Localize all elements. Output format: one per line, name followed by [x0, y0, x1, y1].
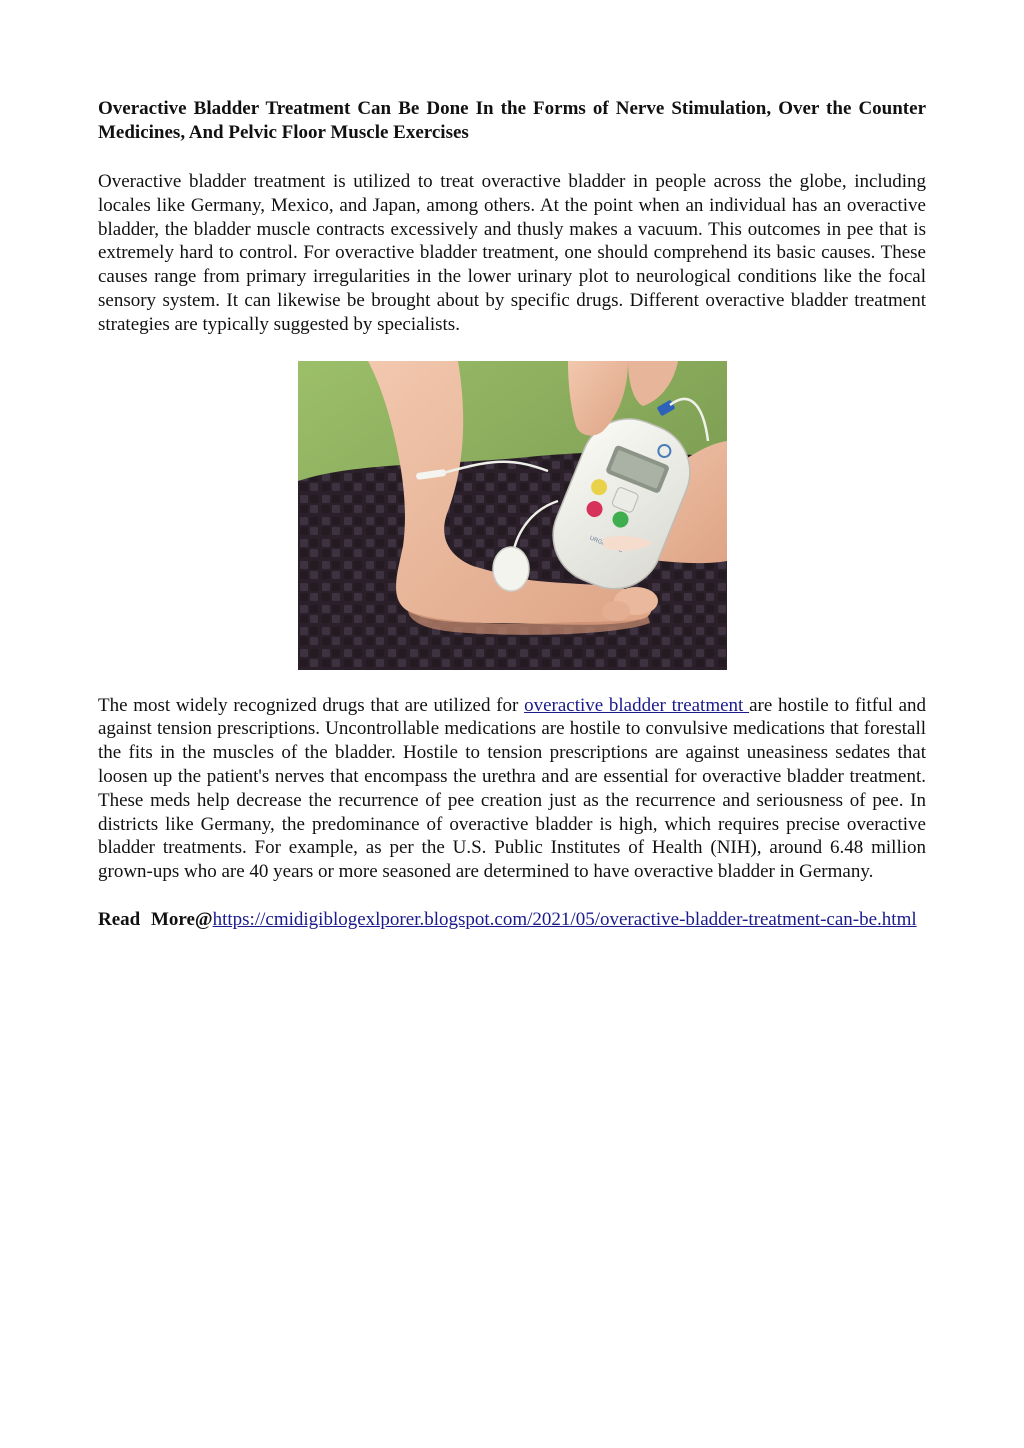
drugs-paragraph	[98, 694, 926, 884]
read-more-label: Read More@	[98, 908, 213, 930]
drugs-paragraph-text-end: are hostile to fitful and against tension prescriptions. Uncontrollable medications are hostile to convulsive medications that forestall the fits in the muscles of the bladder. Hostile to tension prescriptions are against uneasiness sedates that loosen up the patient's nerves that encompass the urethra and are essential for overactive bladder treatment. These meds help decrease the recurrence of pee creation just as the recurrence and seriousness of pee. In districts like Germany, the predominance of overactive bladder is high, which requires precise overactive bladder treatments. For example, as per the U.S. Public Institutes of Health (NIH), around 6.48 million grown-ups who are 40 years or more seasoned are determined to have overactive bladder in Germany.	[98, 694, 926, 883]
figure-container	[98, 361, 926, 670]
nerve-stimulation-device-photo	[298, 361, 727, 670]
overactive-bladder-treatment-link[interactable]: overactive bladder treatment	[524, 694, 750, 716]
svg-text:URGENT PC: URGENT	[587, 535, 614, 551]
document-title: Overactive Bladder Treatment Can Be Done In the Forms of Nerve Stimulation, Over the Counter Medicines, And Pelvic Floor Muscle Exercises	[98, 98, 926, 143]
read-more-link[interactable]: https://cmidigiblogexlporer.blogspot.com/2021/05/overactive-bladder-treatment-can-be.html	[212, 908, 917, 930]
drugs-paragraph-text-start: The most widely recognized drugs that are utilized for	[98, 694, 525, 716]
intro-paragraph: Overactive bladder treatment is utilized to treat overactive bladder in people across the globe, including locales like Germany, Mexico, and Japan, among others. At the point when an individual has an overactive bladder, the bladder muscle contracts excessively and thusly makes a vacuum. This outcomes in pee that is extremely hard to control. For overactive bladder treatment, one should comprehend its basic causes. These causes range from primary irregularities in the lower urinary plot to neurological conditions like the focal sensory system. It can likewise be brought about by specific drugs. Different overactive bladder treatment strategies are typically suggested by specialists.	[98, 171, 926, 335]
read-more	[98, 908, 926, 932]
document-page	[98, 97, 926, 932]
